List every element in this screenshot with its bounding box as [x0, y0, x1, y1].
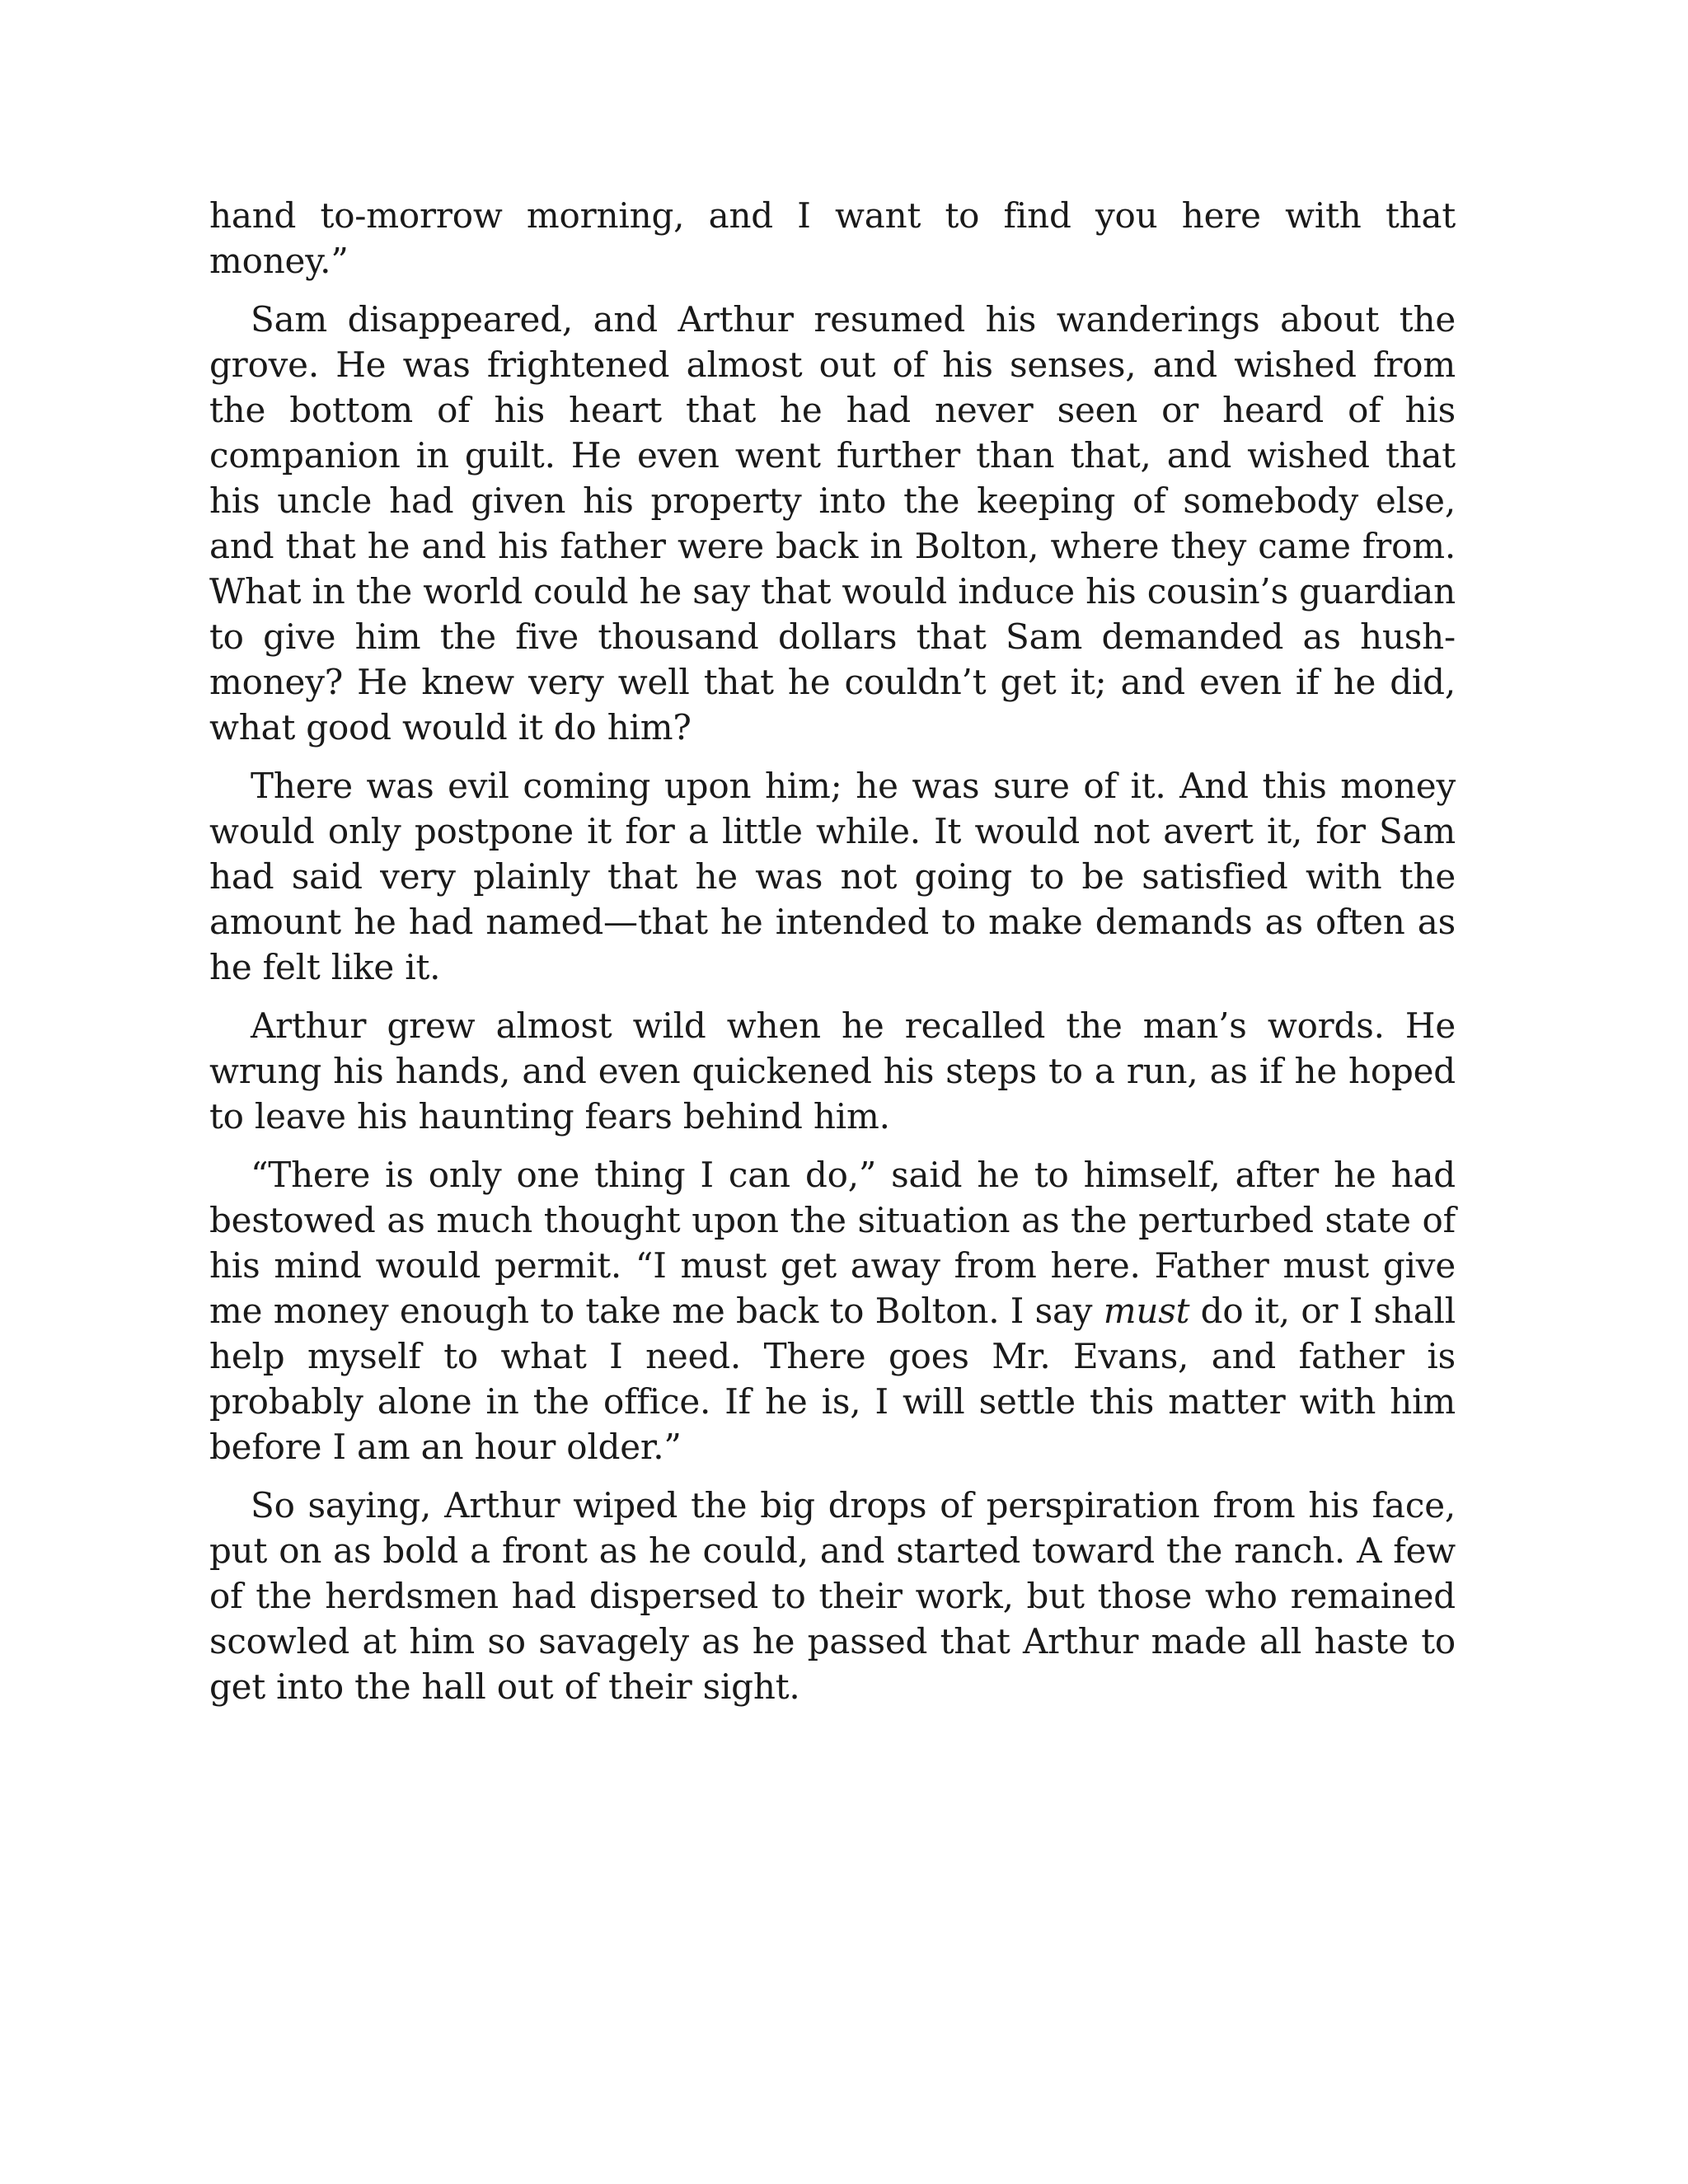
body-text — [209, 193, 1456, 1722]
paragraph-text-after: do it, or I shall help myself to what I need. There goes Mr. Evans, and father is probably alone in the office. If he is, I will settle this matter with him before I am an hour older.” — [209, 1291, 1456, 1467]
paragraph: Arthur grew almost wild when he recalled the man’s words. He wrung his hands, and even quickened his steps to a run, as if he hoped to leave his haunting fears behind him. — [209, 1005, 1456, 1137]
paragraph-text-before: “There is only one thing I can do,” said he to himself, after he had bestowed as much thought upon the situation as the perturbed state of his mind would permit. “I must get away from here. Father must give me money enough to take me back to Bolton. I say — [209, 1155, 1456, 1331]
paragraph: Sam disappeared, and Arthur resumed his wanderings about the grove. He was frightened almost out of his senses, and wished from the bottom of his heart that he had never seen or heard of his companion in guilt. He even went further than that, and wished that his uncle had given his property into the keeping of somebody else, and that he and his father were back in Bolton, where they came from. What in the world could he say that would induce his cousin’s guardian to give him the five thousand dollars that Sam demanded as hush-money? He knew very well that he couldn’t get it; and even if he did, what good would it do him? — [209, 299, 1456, 748]
emphasized-word: must — [1103, 1291, 1190, 1331]
paragraph-with-emphasis — [209, 1152, 1456, 1469]
paragraph: So saying, Arthur wiped the big drops of perspiration from his face, put on as bold a front as he could, and started toward the ranch. A few of the herdsmen had dispersed to their work, but those who remained scowled at him so savagely as he passed that Arthur made all haste to get into the hall out of their sight. — [209, 1485, 1456, 1707]
paragraph-continuation: hand to-morrow morning, and I want to find you here with that money.” — [209, 195, 1456, 281]
paragraph: There was evil coming upon him; he was sure of it. And this money would only postpone it for a little while. It would not avert it, for Sam had said very plainly that he was not going to be satisfied with the amount he had named—that he intended to make demands as often as he felt like it. — [209, 766, 1456, 987]
